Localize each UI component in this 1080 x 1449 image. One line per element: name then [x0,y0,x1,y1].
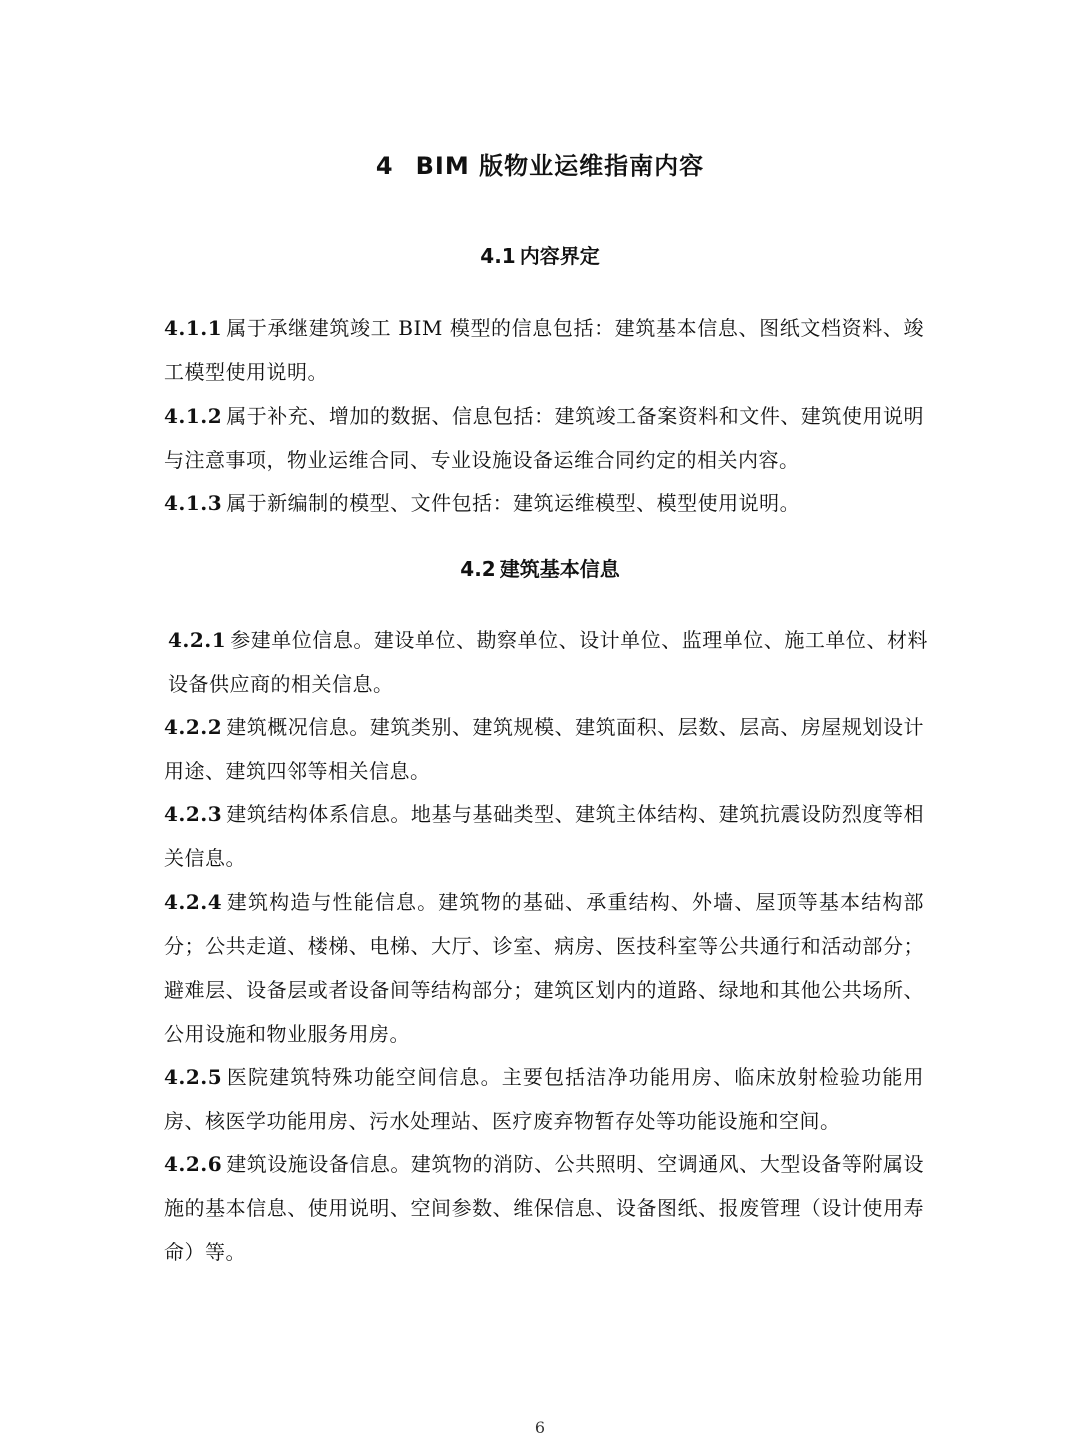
clause-text: 属于承继建筑竣工 BIM 模型的信息包括：建筑基本信息、图纸文档资料、竣工模型使用说明。 [164,316,924,384]
paragraph-4-2-1 [168,618,928,706]
paragraph-4-2-2 [164,705,924,793]
clause-number: 4.2.2 [164,715,223,739]
clause-number: 4.1.1 [164,316,223,340]
paragraph-4-2-6 [164,1142,924,1274]
paragraph-4-2-3 [164,792,924,880]
clause-text: 参建单位信息。建设单位、勘察单位、设计单位、监理单位、施工单位、材料设备供应商的相关信息。 [168,628,928,696]
clause-number: 4.2.4 [164,890,223,914]
paragraph-4-1-3 [164,481,924,525]
paragraph-4-1-2 [164,394,924,482]
clause-number: 4.1.3 [164,491,223,515]
clause-text: 建筑结构体系信息。地基与基础类型、建筑主体结构、建筑抗震设防烈度等相关信息。 [164,802,924,870]
clause-number: 4.2.1 [168,628,227,652]
page-number: 6 [534,1418,546,1437]
clause-text: 医院建筑特殊功能空间信息。主要包括洁净功能用房、临床放射检验功能用房、核医学功能用房、污水处理站、医疗废弃物暂存处等功能设施和空间。 [164,1065,924,1133]
section-title-text: 内容界定 [519,244,600,268]
clause-number: 4.2.6 [164,1152,223,1176]
section-title-4-1 [0,240,1080,269]
chapter-title [0,146,1080,181]
section-title-text: 建筑基本信息 [499,557,620,581]
paragraph-4-1-1 [164,306,924,394]
clause-number: 4.2.5 [164,1065,223,1089]
paragraph-4-2-5 [164,1055,924,1143]
chapter-title-text: BIM 版物业运维指南内容 [415,152,705,180]
clause-text: 建筑概况信息。建筑类别、建筑规模、建筑面积、层数、层高、房屋规划设计用途、建筑四邻等相关信息。 [164,715,924,783]
clause-number: 4.2.3 [164,802,223,826]
chapter-number: 4 [375,152,394,180]
clause-text: 建筑构造与性能信息。建筑物的基础、承重结构、外墙、屋顶等基本结构部分；公共走道、楼梯、电梯、大厅、诊室、病房、医技科室等公共通行和活动部分；避难层、设备层或者设备间等结构部分；建筑区划内的道路、绿地和其他公共场所、公用设施和物业服务用房。 [164,890,924,1046]
paragraph-4-2-4 [164,880,924,1056]
section-number: 4.1 [480,244,516,268]
clause-text: 属于新编制的模型、文件包括：建筑运维模型、模型使用说明。 [226,491,801,515]
section-number: 4.2 [460,557,496,581]
section-title-4-2 [0,553,1080,582]
clause-text: 属于补充、增加的数据、信息包括：建筑竣工备案资料和文件、建筑使用说明与注意事项，物业运维合同、专业设施设备运维合同约定的相关内容。 [164,404,924,472]
clause-text: 建筑设施设备信息。建筑物的消防、公共照明、空调通风、大型设备等附属设施的基本信息、使用说明、空间参数、维保信息、设备图纸、报废管理（设计使用寿命）等。 [164,1152,924,1264]
clause-number: 4.1.2 [164,404,223,428]
